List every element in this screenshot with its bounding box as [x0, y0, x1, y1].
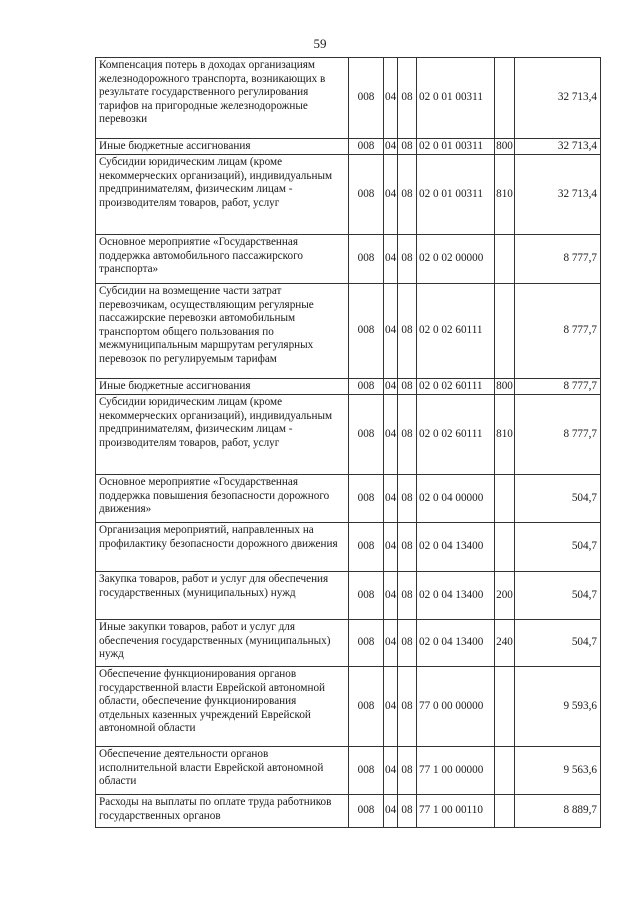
target-article-code: 02 0 04 13400 — [417, 572, 495, 620]
section-code: 04 — [384, 747, 398, 795]
amount: 8 777,7 — [515, 379, 601, 395]
ministry-code: 008 — [349, 620, 384, 667]
table-row — [96, 667, 601, 747]
expense-type-code — [495, 667, 515, 747]
subsection-code: 08 — [398, 747, 417, 795]
ministry-code: 008 — [349, 795, 384, 828]
expense-type-code — [495, 795, 515, 828]
table-row — [96, 572, 601, 620]
amount: 8 777,7 — [515, 395, 601, 475]
expense-name: Иные закупки товаров, работ и услуг для обеспечения государственных (муниципальных) нужд — [96, 620, 349, 667]
expense-type-code — [495, 747, 515, 795]
expense-type-code: 810 — [495, 155, 515, 235]
target-article-code: 77 1 00 00110 — [417, 795, 495, 828]
table-row — [96, 139, 601, 155]
ministry-code: 008 — [349, 395, 384, 475]
subsection-code: 08 — [398, 395, 417, 475]
subsection-code: 08 — [398, 572, 417, 620]
subsection-code: 08 — [398, 620, 417, 667]
ministry-code: 008 — [349, 379, 384, 395]
expense-name: Организация мероприятий, направленных на профилактику безопасности дорожного движения — [96, 523, 349, 572]
subsection-code: 08 — [398, 58, 417, 139]
target-article-code: 02 0 02 60111 — [417, 284, 495, 379]
expense-type-code — [495, 58, 515, 139]
ministry-code: 008 — [349, 667, 384, 747]
table-row — [96, 747, 601, 795]
ministry-code: 008 — [349, 572, 384, 620]
section-code: 04 — [384, 139, 398, 155]
target-article-code: 02 0 04 13400 — [417, 523, 495, 572]
amount: 504,7 — [515, 620, 601, 667]
subsection-code: 08 — [398, 795, 417, 828]
section-code: 04 — [384, 572, 398, 620]
table-row — [96, 155, 601, 235]
target-article-code: 02 0 04 00000 — [417, 475, 495, 523]
expense-type-code: 800 — [495, 139, 515, 155]
expense-name: Иные бюджетные ассигнования — [96, 379, 349, 395]
amount: 8 777,7 — [515, 235, 601, 284]
amount: 504,7 — [515, 572, 601, 620]
target-article-code: 02 0 01 00311 — [417, 58, 495, 139]
table-row — [96, 475, 601, 523]
expense-name: Основное мероприятие «Государственная поддержка повышения безопасности дорожного движения» — [96, 475, 349, 523]
expense-type-code: 240 — [495, 620, 515, 667]
target-article-code: 77 0 00 00000 — [417, 667, 495, 747]
expense-type-code: 800 — [495, 379, 515, 395]
ministry-code: 008 — [349, 139, 384, 155]
target-article-code: 02 0 01 00311 — [417, 155, 495, 235]
target-article-code: 02 0 02 60111 — [417, 395, 495, 475]
table-row — [96, 795, 601, 828]
ministry-code: 008 — [349, 235, 384, 284]
subsection-code: 08 — [398, 475, 417, 523]
section-code: 04 — [384, 620, 398, 667]
table-row — [96, 620, 601, 667]
amount: 32 713,4 — [515, 58, 601, 139]
expense-name: Закупка товаров, работ и услуг для обеспечения государственных (муниципальных) нужд — [96, 572, 349, 620]
section-code: 04 — [384, 58, 398, 139]
ministry-code: 008 — [349, 58, 384, 139]
amount: 32 713,4 — [515, 155, 601, 235]
amount: 9 593,6 — [515, 667, 601, 747]
amount: 9 563,6 — [515, 747, 601, 795]
table-row — [96, 523, 601, 572]
section-code: 04 — [384, 475, 398, 523]
expense-type-code: 200 — [495, 572, 515, 620]
subsection-code: 08 — [398, 284, 417, 379]
expense-name: Субсидии юридическим лицам (кроме некоммерческих организаций), индивидуальным предпринимателям, физическим лицам - производителям товаров, работ, услуг — [96, 155, 349, 235]
amount: 504,7 — [515, 475, 601, 523]
expense-type-code — [495, 523, 515, 572]
page-number: 59 — [313, 36, 327, 51]
expense-type-code: 810 — [495, 395, 515, 475]
subsection-code: 08 — [398, 667, 417, 747]
section-code: 04 — [384, 379, 398, 395]
target-article-code: 02 0 01 00311 — [417, 139, 495, 155]
table-row — [96, 395, 601, 475]
subsection-code: 08 — [398, 139, 417, 155]
subsection-code: 08 — [398, 235, 417, 284]
ministry-code: 008 — [349, 523, 384, 572]
section-code: 04 — [384, 523, 398, 572]
subsection-code: 08 — [398, 155, 417, 235]
amount: 504,7 — [515, 523, 601, 572]
amount: 8 889,7 — [515, 795, 601, 828]
ministry-code: 008 — [349, 747, 384, 795]
target-article-code: 02 0 04 13400 — [417, 620, 495, 667]
expense-type-code — [495, 284, 515, 379]
expense-name: Компенсация потерь в доходах организациям железнодорожного транспорта, возникающих в результате государственного регулирования тарифов на пригородные железнодорожные перевозки — [96, 58, 349, 139]
target-article-code: 02 0 02 00000 — [417, 235, 495, 284]
section-code: 04 — [384, 235, 398, 284]
section-code: 04 — [384, 667, 398, 747]
expense-name: Обеспечение функционирования органов государственной власти Еврейской автономной области, обеспечение функционирования отдельных казенных учреждений Еврейской автономной области — [96, 667, 349, 747]
expense-name: Субсидии юридическим лицам (кроме некоммерческих организаций), индивидуальным предпринимателям, физическим лицам - производителям товаров, работ, услуг — [96, 395, 349, 475]
amount: 8 777,7 — [515, 284, 601, 379]
expense-name: Обеспечение деятельности органов исполнительной власти Еврейской автономной области — [96, 747, 349, 795]
section-code: 04 — [384, 155, 398, 235]
section-code: 04 — [384, 284, 398, 379]
subsection-code: 08 — [398, 523, 417, 572]
table-row — [96, 235, 601, 284]
expense-type-code — [495, 475, 515, 523]
table-row — [96, 58, 601, 139]
table-row — [96, 284, 601, 379]
section-code: 04 — [384, 795, 398, 828]
budget-table — [95, 57, 601, 828]
subsection-code: 08 — [398, 379, 417, 395]
expense-name: Субсидии на возмещение части затрат перевозчикам, осуществляющим регулярные пассажирские перевозки автомобильным транспортом общего пользования по межмуниципальным маршрутам регулярных перевозок по регулируемым тарифам — [96, 284, 349, 379]
expense-name: Иные бюджетные ассигнования — [96, 139, 349, 155]
expense-name: Основное мероприятие «Государственная поддержка автомобильного пассажирского транспорта» — [96, 235, 349, 284]
section-code: 04 — [384, 395, 398, 475]
table-row — [96, 379, 601, 395]
ministry-code: 008 — [349, 284, 384, 379]
expense-type-code — [495, 235, 515, 284]
ministry-code: 008 — [349, 155, 384, 235]
ministry-code: 008 — [349, 475, 384, 523]
target-article-code: 02 0 02 60111 — [417, 379, 495, 395]
amount: 32 713,4 — [515, 139, 601, 155]
target-article-code: 77 1 00 00000 — [417, 747, 495, 795]
expense-name: Расходы на выплаты по оплате труда работников государственных органов — [96, 795, 349, 828]
